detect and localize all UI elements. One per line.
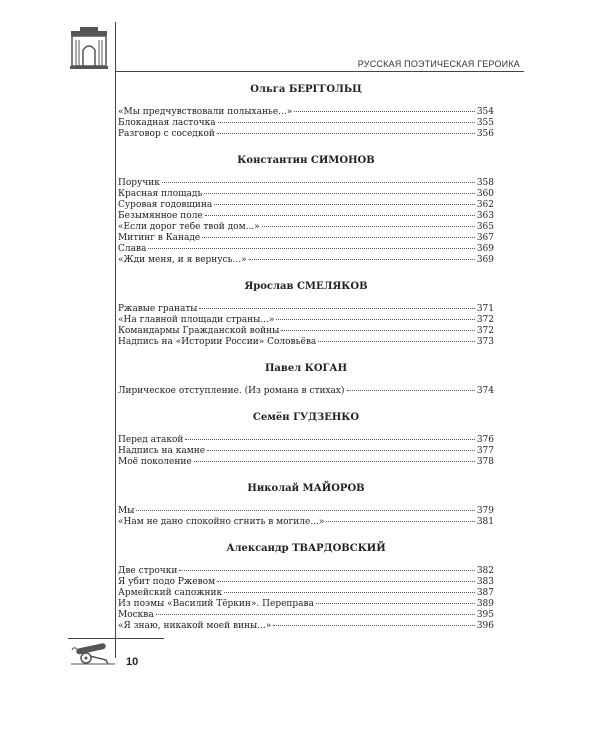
entry-title: Блокадная ласточка <box>118 118 216 128</box>
toc-entry[interactable] <box>118 457 494 468</box>
toc-entry[interactable] <box>118 621 494 632</box>
entry-page-number: 360 <box>476 189 494 199</box>
entry-page-number: 371 <box>476 304 494 314</box>
toc-section <box>118 412 494 468</box>
entry-title: Москва <box>118 610 154 620</box>
entry-page-number: 372 <box>476 315 494 325</box>
dot-leader <box>218 121 475 123</box>
entry-title: «Я знаю, никакой моей вины...» <box>118 621 272 631</box>
running-head: РУССКАЯ ПОЭТИЧЕСКАЯ ГЕРОИКА <box>357 59 520 69</box>
dot-leader <box>202 236 475 238</box>
dot-leader <box>185 438 474 440</box>
entry-title: Перед атакой <box>118 435 184 445</box>
toc-entry[interactable] <box>118 386 494 397</box>
toc-section <box>118 483 494 528</box>
entry-title: Красная площадь <box>118 189 203 199</box>
toc-entry[interactable] <box>118 200 494 211</box>
dot-leader <box>162 181 475 183</box>
dot-leader <box>179 569 474 571</box>
entry-page-number: 377 <box>476 446 494 456</box>
entry-page-number: 369 <box>476 255 494 265</box>
dot-leader <box>224 591 475 593</box>
toc-entry[interactable] <box>118 610 494 621</box>
entry-title: Мы <box>118 506 135 516</box>
toc-entry[interactable] <box>118 118 494 129</box>
dot-leader <box>136 509 474 511</box>
entry-page-number: 372 <box>476 326 494 336</box>
toc-entry[interactable] <box>118 446 494 457</box>
entry-title: Безымянное поле <box>118 211 203 221</box>
entry-title: Поручик <box>118 178 160 188</box>
author-heading: Константин СИМОНОВ <box>237 155 375 166</box>
entry-page-number: 355 <box>476 118 494 128</box>
entry-page-number: 365 <box>476 222 494 232</box>
entry-page-number: 374 <box>476 386 494 396</box>
toc-section <box>118 281 494 348</box>
dot-leader <box>217 132 475 134</box>
entry-title: Ржавые гранаты <box>118 304 198 314</box>
entry-title: «Мы предчувствовали полыханье...» <box>118 107 293 117</box>
dot-leader <box>249 258 475 260</box>
author-heading: Николай МАЙОРОВ <box>247 483 365 494</box>
toc-entry[interactable] <box>118 255 494 266</box>
entry-page-number: 373 <box>476 337 494 347</box>
dot-leader <box>204 192 474 194</box>
entry-title: «Жди меня, и я вернусь...» <box>118 255 247 265</box>
entry-page-number: 395 <box>476 610 494 620</box>
entry-title: Я убит подо Ржевом <box>118 577 216 587</box>
cannon-icon <box>70 640 116 666</box>
entry-title: Надпись на «Истории России» Соловьёва <box>118 337 317 347</box>
dot-leader <box>194 460 475 462</box>
dot-leader <box>347 389 475 391</box>
dot-leader <box>217 580 475 582</box>
toc-entry[interactable] <box>118 435 494 446</box>
entry-page-number: 378 <box>476 457 494 467</box>
entry-page-number: 354 <box>476 107 494 117</box>
entry-title: Лирическое отступление. (Из романа в стихах) <box>118 386 345 396</box>
entry-title: «Если дорог тебе твой дом...» <box>118 222 260 232</box>
entry-page-number: 381 <box>476 517 494 527</box>
toc-entry[interactable] <box>118 233 494 244</box>
dot-leader <box>199 307 474 309</box>
dot-leader <box>205 214 475 216</box>
toc-entry[interactable] <box>118 107 494 118</box>
header-rule <box>115 71 524 72</box>
toc-entry[interactable] <box>118 315 494 326</box>
entry-page-number: 376 <box>476 435 494 445</box>
toc-entry[interactable] <box>118 577 494 588</box>
entry-title: «На главной площади страны...» <box>118 315 275 325</box>
entry-page-number: 356 <box>476 129 494 139</box>
entry-page-number: 382 <box>476 566 494 576</box>
toc-entry[interactable] <box>118 211 494 222</box>
entry-page-number: 369 <box>476 244 494 254</box>
toc-entry[interactable] <box>118 566 494 577</box>
entry-page-number: 389 <box>476 599 494 609</box>
toc-entry[interactable] <box>118 222 494 233</box>
entry-page-number: 362 <box>476 200 494 210</box>
triumphal-arch-icon <box>68 26 110 70</box>
toc-entry[interactable] <box>118 588 494 599</box>
toc-section <box>118 363 494 397</box>
entry-page-number: 396 <box>476 621 494 631</box>
dot-leader <box>294 110 475 112</box>
dot-leader <box>316 602 475 604</box>
entry-title: Митинг в Канаде <box>118 233 201 243</box>
dot-leader <box>326 520 474 522</box>
entry-page-number: 363 <box>476 211 494 221</box>
dot-leader <box>273 624 475 626</box>
entry-title: Из поэмы «Василий Тёркин». Переправа <box>118 599 314 609</box>
dot-leader <box>156 613 475 615</box>
toc-entry[interactable] <box>118 304 494 315</box>
entry-title: Суровая годовщина <box>118 200 213 210</box>
page-number: 10 <box>126 656 139 668</box>
toc-entry[interactable] <box>118 506 494 517</box>
toc-entry[interactable] <box>118 599 494 610</box>
entry-page-number: 367 <box>476 233 494 243</box>
entry-title: Разговор с соседкой <box>118 129 215 139</box>
toc-entry[interactable] <box>118 337 494 348</box>
toc-entry[interactable] <box>118 517 494 528</box>
toc-section <box>118 543 494 632</box>
entry-title: Две строчки <box>118 566 178 576</box>
entry-title: «Нам не дано спокойно сгнить в могиле...» <box>118 517 325 527</box>
toc-entry[interactable] <box>118 129 494 140</box>
dot-leader <box>148 247 474 249</box>
entry-title: Армейский сапожник <box>118 588 223 598</box>
toc-entry[interactable] <box>118 326 494 337</box>
toc-section <box>118 155 494 266</box>
author-heading: Александр ТВАРДОВСКИЙ <box>226 543 386 554</box>
table-of-contents <box>118 84 494 647</box>
toc-entry[interactable] <box>118 244 494 255</box>
author-heading: Семён ГУДЗЕНКО <box>252 412 360 423</box>
vertical-rule <box>115 22 116 658</box>
entry-page-number: 387 <box>476 588 494 598</box>
author-heading: Ярослав СМЕЛЯКОВ <box>244 281 368 292</box>
entry-page-number: 383 <box>476 577 494 587</box>
entry-title: Слава <box>118 244 147 254</box>
entry-page-number: 358 <box>476 178 494 188</box>
toc-entry[interactable] <box>118 189 494 200</box>
dot-leader <box>281 329 475 331</box>
toc-entry[interactable] <box>118 178 494 189</box>
dot-leader <box>262 225 475 227</box>
dot-leader <box>207 449 475 451</box>
dot-leader <box>214 203 475 205</box>
entry-page-number: 379 <box>476 506 494 516</box>
dot-leader <box>276 318 474 320</box>
entry-title: Моё поколение <box>118 457 192 467</box>
author-heading: Ольга БЕРГГОЛЬЦ <box>250 84 362 95</box>
entry-title: Командармы Гражданской войны <box>118 326 280 336</box>
toc-section <box>118 84 494 140</box>
author-heading: Павел КОГАН <box>264 363 348 374</box>
entry-title: Надпись на камне <box>118 446 206 456</box>
dot-leader <box>318 340 475 342</box>
